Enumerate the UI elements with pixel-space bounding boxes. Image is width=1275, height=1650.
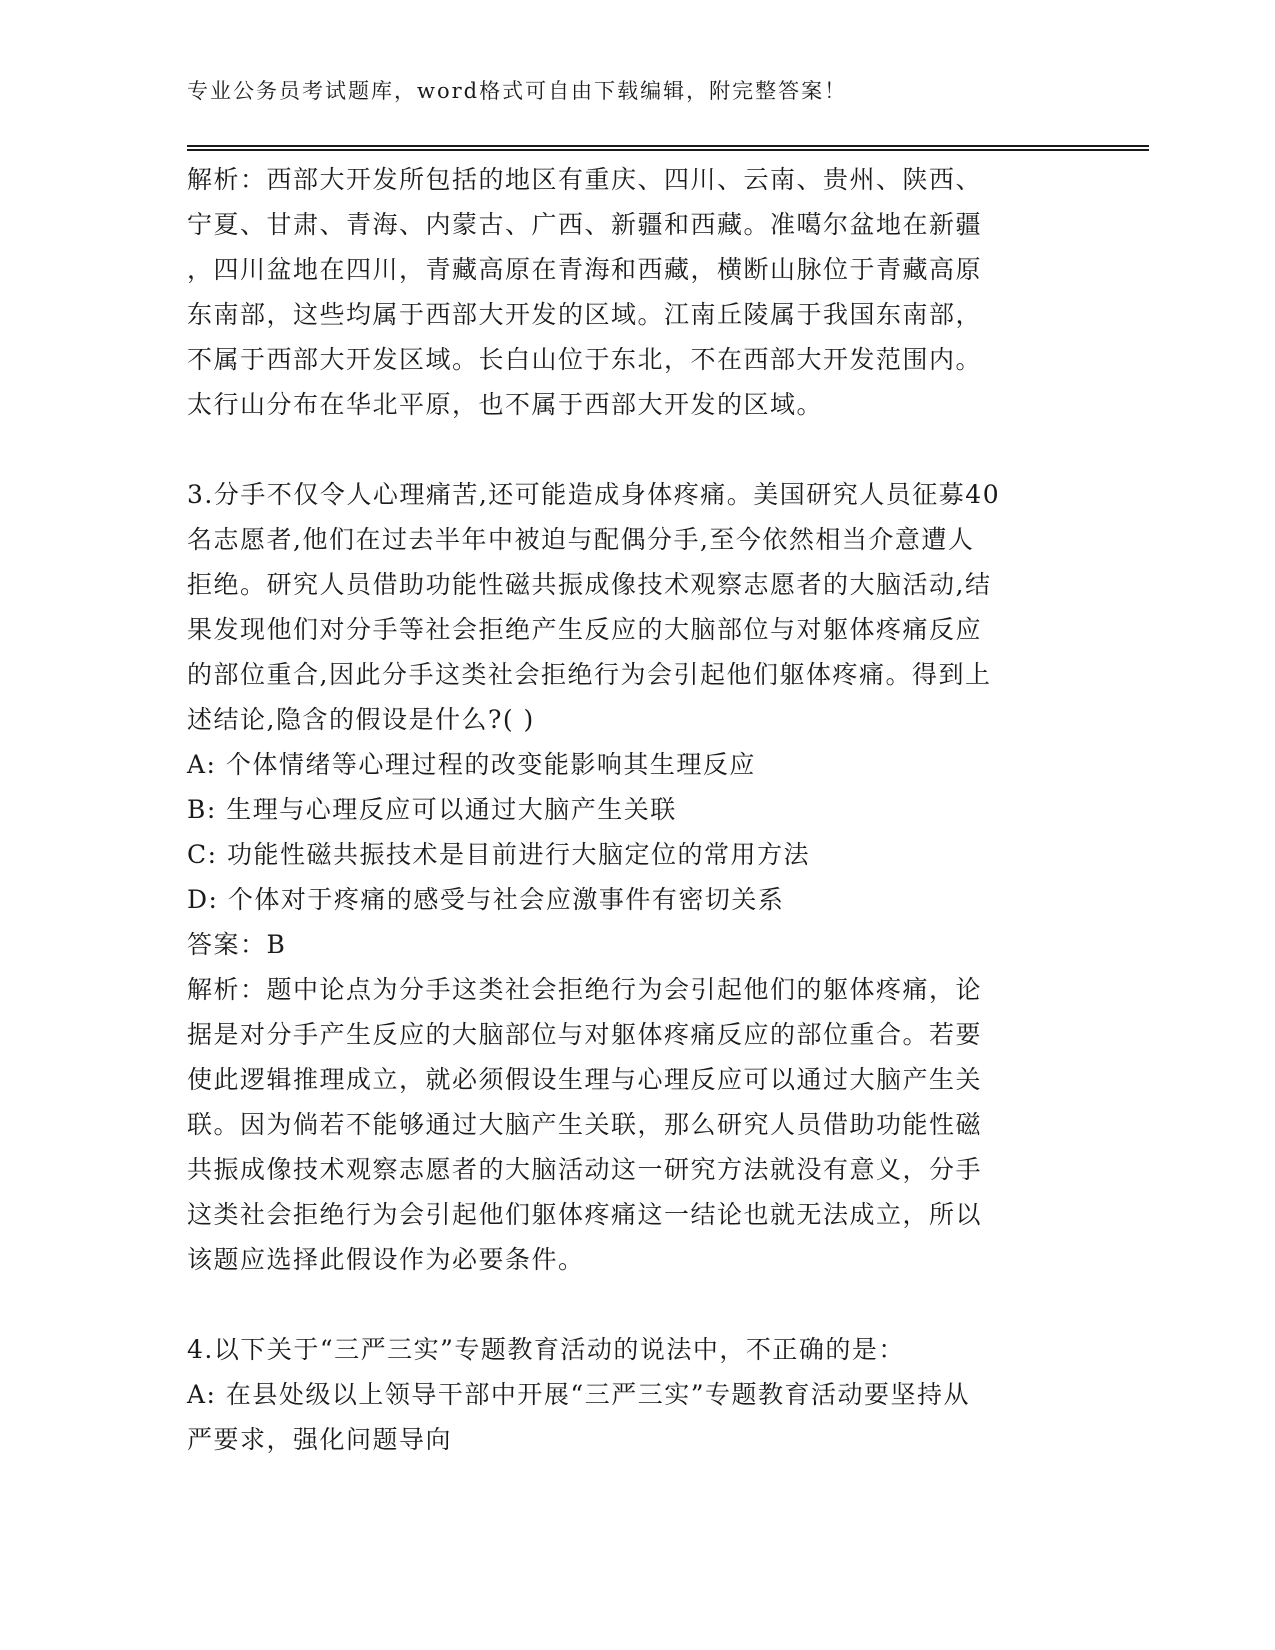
q3-analysis-line: 这类社会拒绝行为会引起他们躯体疼痛这一结论也就无法成立，所以 [187, 1200, 983, 1229]
q2-analysis-line: 太行山分布在华北平原，也不属于西部大开发的区域。 [187, 390, 824, 419]
q3-stem-line: 述结论,隐含的假设是什么?( ) [187, 705, 535, 734]
q3-stem-line: 名志愿者,他们在过去半年中被迫与配偶分手,至今依然相当介意遭人 [187, 525, 975, 554]
document-body [187, 157, 1087, 1462]
q3-option-a: A: 个体情绪等心理过程的改变能影响其生理反应 [187, 750, 756, 779]
q4-stem: 4.以下关于“三严三实”专题教育活动的说法中，不正确的是： [187, 1335, 905, 1364]
q3-analysis-line: 使此逻辑推理成立，就必须假设生理与心理反应可以通过大脑产生关 [187, 1065, 983, 1094]
q3-stem-line: 3.分手不仅令人心理痛苦,还可能造成身体疼痛。美国研究人员征募40 [187, 480, 1001, 509]
q2-analysis-line: 不属于西部大开发区域。长白山位于东北，不在西部大开发范围内。 [187, 345, 983, 374]
q3-answer-value: B [266, 930, 287, 959]
q2-analysis-line: 解析：西部大开发所包括的地区有重庆、四川、云南、贵州、陕西、 [187, 165, 983, 194]
analysis-label: 解析： [187, 165, 267, 194]
q3-analysis-line: 解析：题中论点为分手这类社会拒绝行为会引起他们的躯体疼痛，论 [187, 975, 983, 1004]
q3-option-c: C: 功能性磁共振技术是目前进行大脑定位的常用方法 [187, 840, 811, 869]
q3-analysis-line: 联。因为倘若不能够通过大脑产生关联，那么研究人员借助功能性磁 [187, 1110, 983, 1139]
q3-answer [187, 922, 1087, 967]
answer-label: 答案： [187, 930, 267, 959]
q3-stem-line: 果发现他们对分手等社会拒绝产生反应的大脑部位与对躯体疼痛反应 [187, 615, 983, 644]
header-divider [187, 145, 1149, 151]
q4-option-a-line: A: 在县处级以上领导干部中开展“三严三实”专题教育活动要坚持从 [187, 1380, 970, 1409]
paragraph-gap [187, 427, 1087, 472]
q4-option-a-line: 严要求，强化问题导向 [187, 1425, 453, 1454]
q3-analysis-line: 据是对分手产生反应的大脑部位与对躯体疼痛反应的部位重合。若要 [187, 1020, 983, 1049]
q3-option-d: D: 个体对于疼痛的感受与社会应激事件有密切关系 [187, 885, 785, 914]
q2-analysis-line: 东南部，这些均属于西部大开发的区域。江南丘陵属于我国东南部， [187, 300, 983, 329]
q2-analysis-line: ，四川盆地在四川，青藏高原在青海和西藏，横断山脉位于青藏高原 [187, 255, 983, 284]
page-header: 专业公务员考试题库，word格式可自由下载编辑，附完整答案！ [187, 79, 848, 103]
q3-option-b: B: 生理与心理反应可以通过大脑产生关联 [187, 795, 677, 824]
q3-stem-line: 的部位重合,因此分手这类社会拒绝行为会引起他们躯体疼痛。得到上 [187, 660, 992, 689]
q3-analysis-line: 共振成像技术观察志愿者的大脑活动这一研究方法就没有意义，分手 [187, 1155, 983, 1184]
paragraph-gap [187, 1282, 1087, 1327]
analysis-label: 解析： [187, 975, 267, 1004]
q2-analysis-line: 宁夏、甘肃、青海、内蒙古、广西、新疆和西藏。准噶尔盆地在新疆 [187, 210, 983, 239]
q3-analysis-line: 该题应选择此假设作为必要条件。 [187, 1245, 585, 1274]
q3-stem-line: 拒绝。研究人员借助功能性磁共振成像技术观察志愿者的大脑活动,结 [187, 570, 992, 599]
